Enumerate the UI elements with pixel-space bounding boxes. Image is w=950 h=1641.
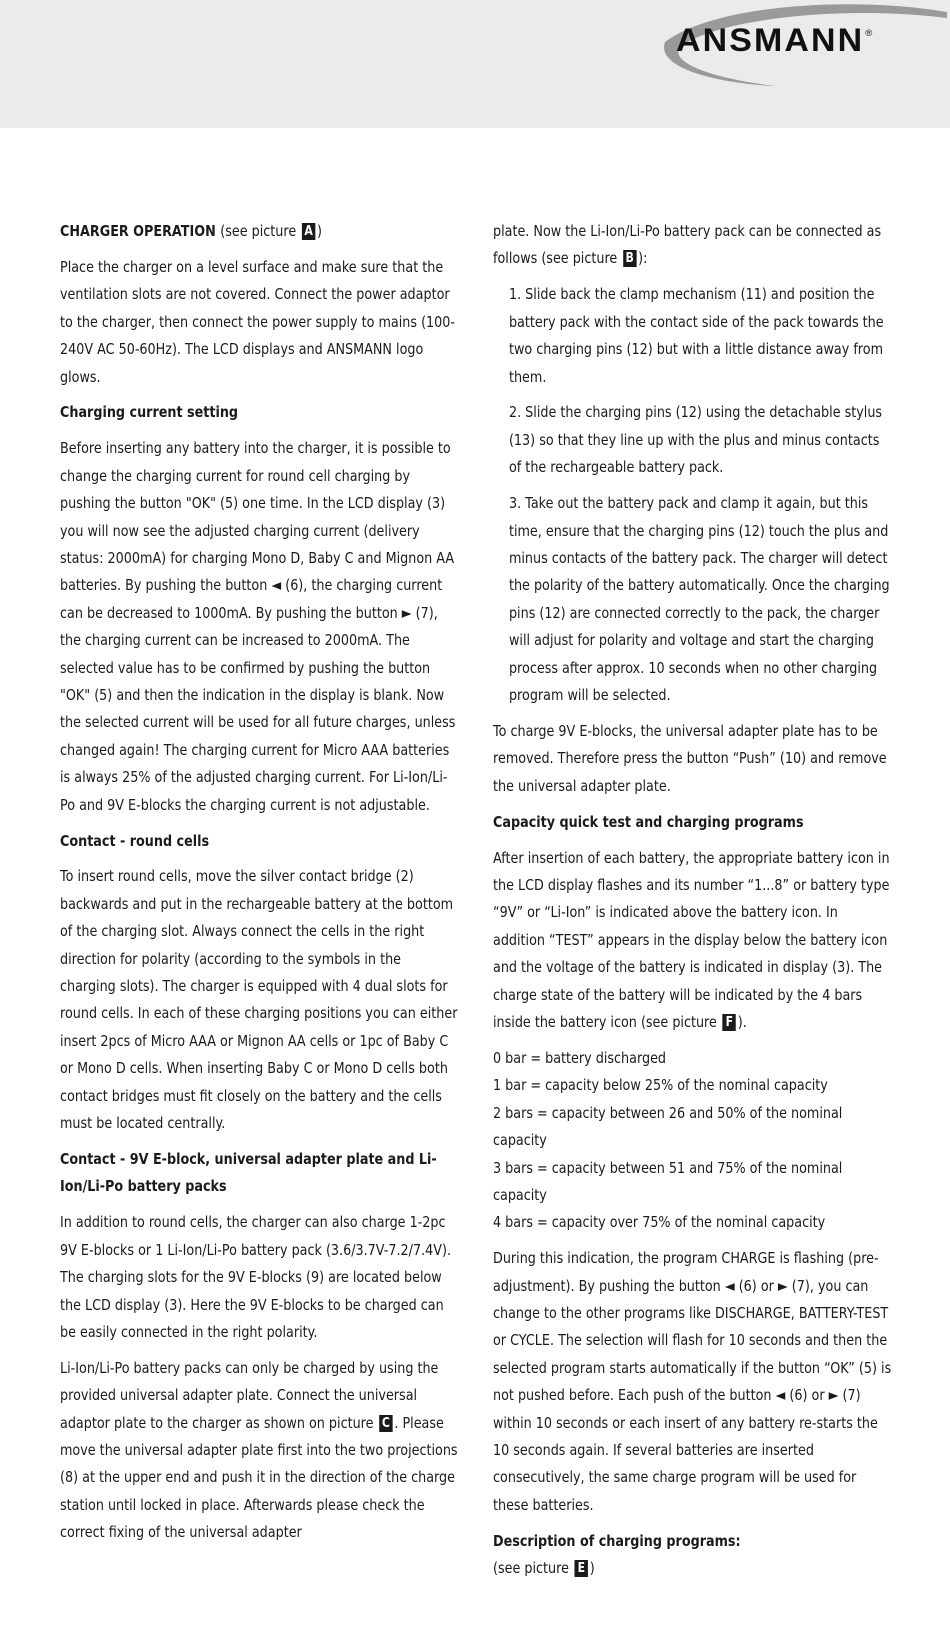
charging-current-heading: Charging current setting [60,403,239,422]
list-item: 1 bar = capacity below 25% of the nominal capacity [493,1076,828,1095]
step-1: 1. Slide back the clamp mechanism (11) and position the battery pack with the contact side of the pack towards the two charging pins (12) but with a little distance away from them. [508,285,884,386]
left-column [60,218,460,1555]
program-selection-text: During this indication, the program CHARGE is flashing (pre-adjustment). By pushing the button ◄ (6) or ► (7), you can change to the other programs like DISCHARGE, BATTERY-TEST or CYCLE. The selection will flash for 10 seconds and then the selected program starts automatically if the button “OK” (5) is not pushed before. Each push of the button ◄ (6) or ► (7) within 10 seconds or each insert of any battery re-starts the 10 seconds again. If several batteries are inserted consecutively, the same charge program will be used for these batteries. [493,1249,892,1514]
page-header [0,0,950,128]
capacity-test-heading: Capacity quick test and charging programs [493,812,804,831]
step-2: 2. Slide the charging pins (12) using the detachable stylus (13) so that they line up with the plus and minus contacts of the rechargeable battery pack. [508,403,883,477]
round-cells-text: To insert round cells, move the silver contact bridge (2) backwards and put in the rechargeable battery at the bottom of the charging slot. Always connect the cells in the right direction for polarity (according to the symbols in the charging slots). The charger is equipped with 4 dual slots for round cells. In each of these charging positions you can either insert 2pcs of Micro AAA or Mignon AA cells or 1pc of Baby C or Mono D cells. When inserting Baby C or Mono D cells both contact bridges must fit closely on the battery and the cells must be located centrally. [60,867,458,1133]
charging-current-text: Before inserting any battery into the charger, it is possible to change the charging current for round cell charging by pushing the button "OK" (5) one time. In the LCD display (3) you will now see the adjusted charging current (delivery status: 2000mA) for charging Mono D, Baby C and Mignon AA batteries. By pushing the button ◄ (6), the charging current can be decreased to 1000mA. By pushing the button ► (7), the charging current can be increased to 2000mA. The selected value has to be confirmed by pushing the button "OK" (5) and then the indication in the display is blank. Now the selected current will be used for all future charges, unless changed again! The charging current for Micro AAA batteries is always 25% of the adjusted charging current. For Li-Ion/Li-Po and 9V E-blocks the charging current is not adjustable. [60,439,456,814]
charging-programs-reference: (see picture E ) [493,1559,595,1578]
list-item: 4 bars = capacity over 75% of the nominal capacity [493,1213,826,1232]
step-3: 3. Take out the battery pack and clamp it again, but this time, ensure that the charging pins (12) touch the plus and minus contacts of the battery pack. The charger will detect the polarity of the battery automatically. Once the charging pins (12) are connected correctly to the pack, the charger will adjust for polarity and voltage and start the charging process after approx. 10 seconds when no other charging program will be selected. [508,494,890,704]
picture-badge-f: F [723,1014,736,1031]
picture-badge-e: E [575,1560,588,1577]
nine-volt-removal-text: To charge 9V E-blocks, the universal adapter plate has to be removed. Therefore press the button “Push” (10) and remove the universal adapter plate. [493,721,887,795]
nine-volt-text: In addition to round cells, the charger can also charge 1-2pc 9V E-blocks or 1 Li-Ion/Li-Po battery pack (3.6/3.7V-7.2/7.4V). The charging slots for the 9V E-blocks (9) are located below the LCD display (3). Here the 9V E-blocks to be charged can be easily connected in the right polarity. [60,1213,452,1341]
nine-volt-heading: Contact - 9V E-block, universal adapter plate and Li-Ion/Li-Po battery packs [60,1150,437,1196]
charger-operation-text: Place the charger on a level surface and make sure that the ventilation slots are not covered. Connect the power adaptor to the charger, then connect the power supply to mains (100-240V AC 50-60Hz). The LCD displays and ANSMANN logo glows. [60,257,456,386]
charging-programs-heading: Description of charging programs: [493,1531,741,1550]
bar-legend-list [493,1045,893,1237]
ansmann-logo: ANSMANN® [676,22,875,58]
round-cells-heading: Contact - round cells [60,831,210,850]
picture-badge-b: B [623,250,636,267]
list-item: 2 bars = capacity between 26 and 50% of the nominal capacity [493,1103,843,1150]
list-item: 3 bars = capacity between 51 and 75% of the nominal capacity [493,1158,843,1204]
adapter-plate-continued: plate. Now the Li-Ion/Li-Po battery pack can be connected as follows (see picture B ): [493,222,882,268]
adapter-plate-text: Li-Ion/Li-Po battery packs can only be charged by using the provided universal adapter plate. Connect the universal adaptor plate to the charger as shown on picture C . Please move the universal adapter plate first into the two projections (8) at the upper end and push it in the direction of the charge station until locked in place. Afterwards please check the correct fixing of the universal adapter [60,1358,458,1542]
right-column [493,218,893,1591]
capacity-test-text: After insertion of each battery, the appropriate battery icon in the LCD display flashes and its number “1...8” or battery type “9V” or “Li-Ion” is indicated above the battery icon. In addition “TEST” appears in the display below the battery icon and the voltage of the battery is indicated in display (3). The charge state of the battery will be indicated by the 4 bars inside the battery icon (see picture F ). [493,848,890,1031]
list-item: 0 bar = battery discharged [493,1048,667,1067]
picture-badge-a: A [302,223,315,240]
picture-badge-c: C [379,1415,392,1432]
charger-operation-heading: CHARGER OPERATION (see picture A ) [60,222,323,240]
